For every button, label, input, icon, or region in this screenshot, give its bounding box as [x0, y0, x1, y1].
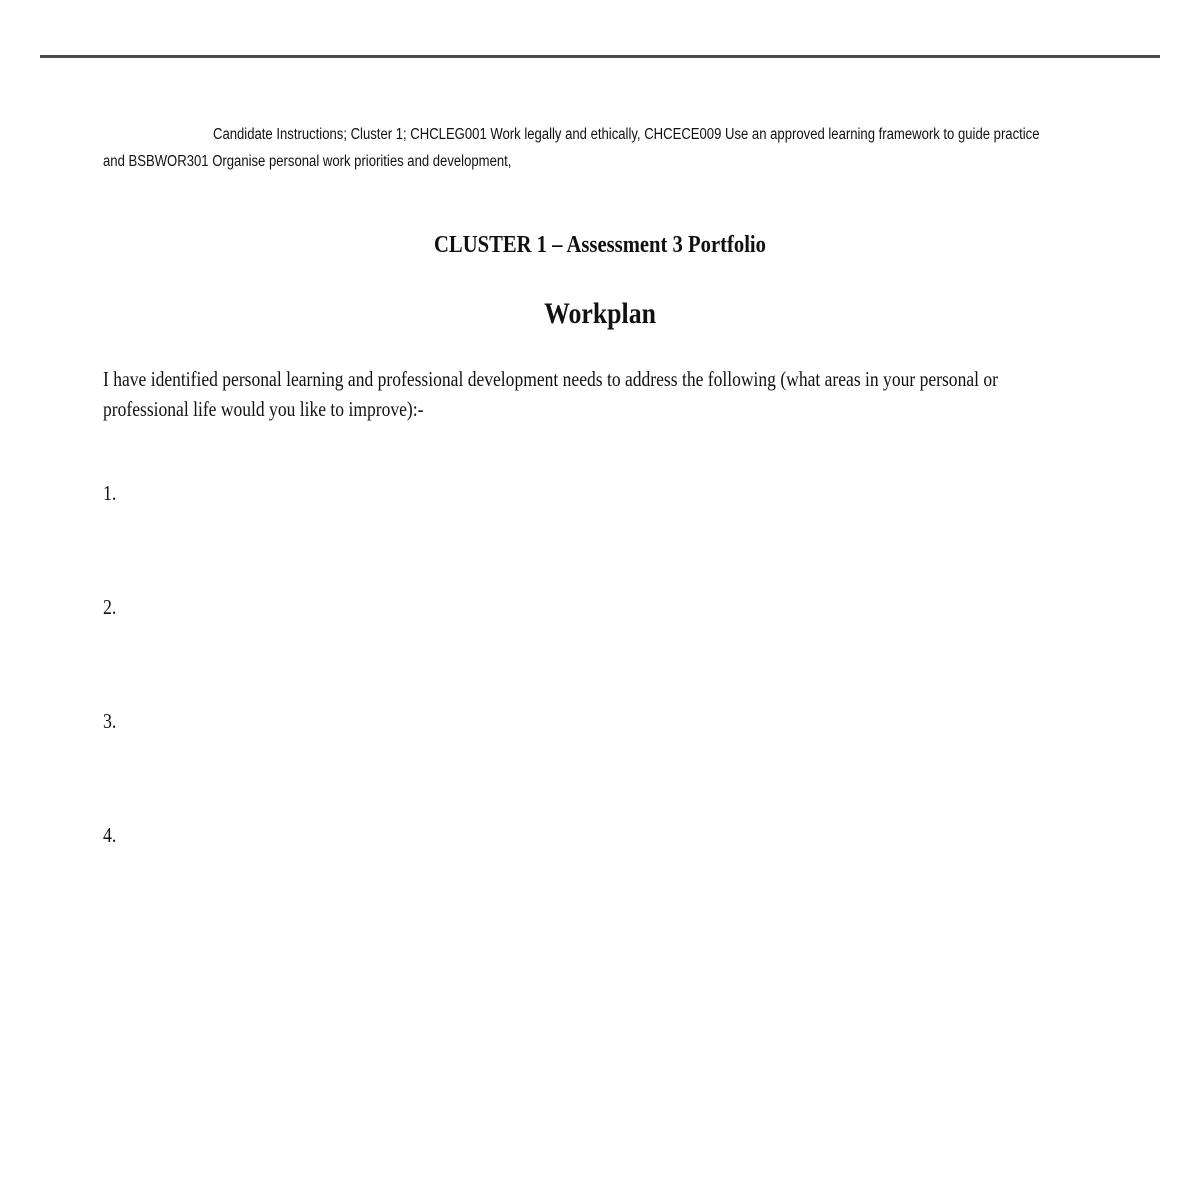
- document-subtitle-text: Workplan: [544, 297, 656, 330]
- list-item[interactable]: [103, 478, 124, 592]
- instructions-line-1: Candidate Instructions; Cluster 1; CHCLEG001 Work legally and ethically, CHCECE009 Use an approved learning framework to guide practice: [213, 126, 1040, 143]
- intro-line-1: I have identified personal learning and professional development needs to address the following (what areas in your personal or: [103, 367, 998, 391]
- intro-line-2: professional life would you like to improve):-: [103, 397, 424, 421]
- list-item-number: 4.: [103, 823, 117, 847]
- header-rule: [40, 55, 1160, 58]
- list-item[interactable]: [103, 706, 124, 820]
- list-item-number: 3.: [103, 709, 117, 733]
- intro-paragraph: [103, 364, 1200, 424]
- instructions-line-2: and BSBWOR301 Organise personal work priorities and development,: [103, 153, 512, 170]
- list-item[interactable]: [103, 820, 124, 934]
- document-title-text: CLUSTER 1 – Assessment 3 Portfolio: [434, 232, 766, 258]
- list-item-number: 1.: [103, 481, 117, 505]
- candidate-instructions: [103, 121, 1103, 175]
- list-item-number: 2.: [103, 595, 117, 619]
- document-subtitle: [0, 295, 1200, 333]
- document-title: [0, 229, 1200, 261]
- development-needs-list: [103, 478, 124, 934]
- list-item[interactable]: [103, 592, 124, 706]
